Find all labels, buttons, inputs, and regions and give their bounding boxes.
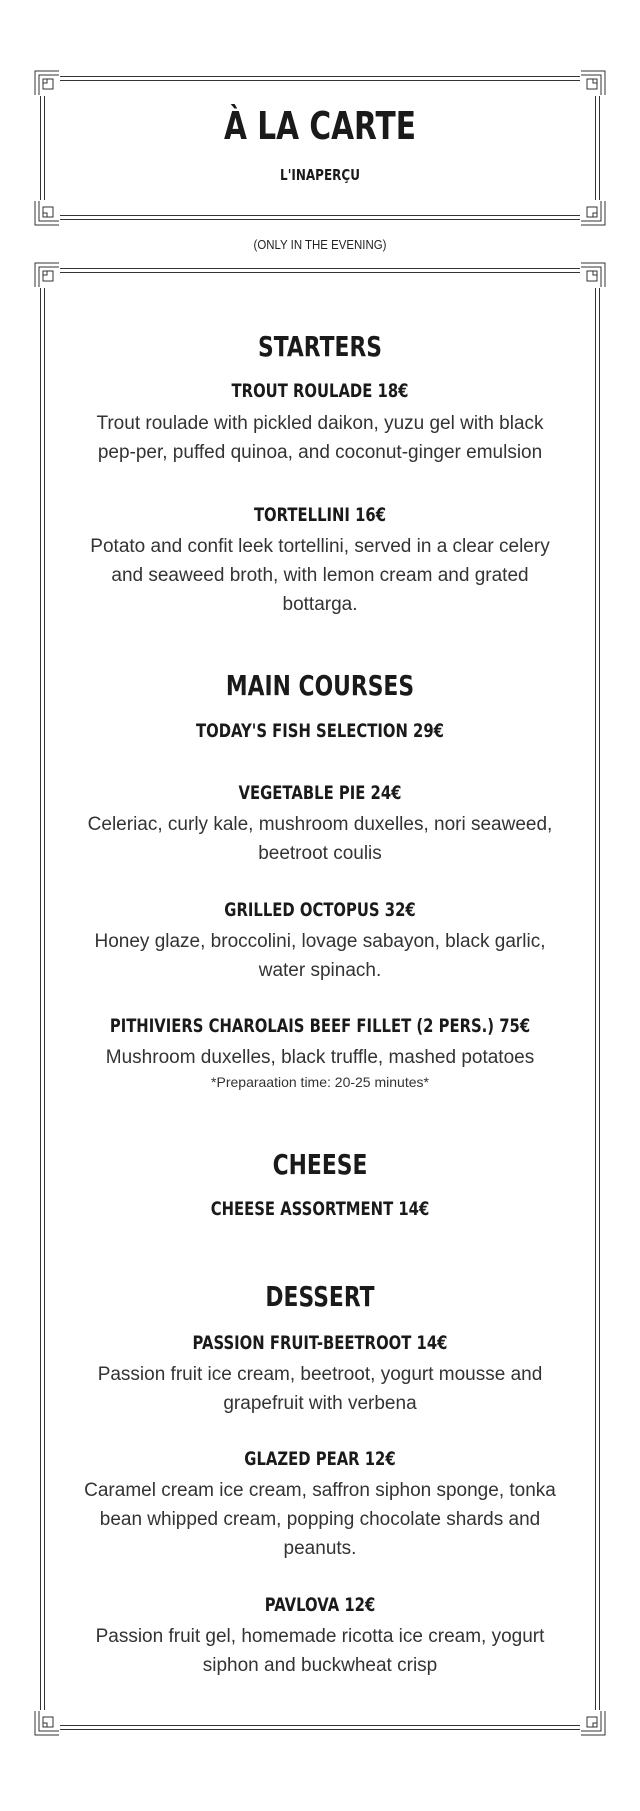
header-frame-inner-border — [44, 80, 596, 216]
dish-description: Honey glaze, broccolini, lovage sabayon, black garlic, water spinach. — [94, 931, 546, 981]
dish-name: CHEESE ASSORTMENT 14€ — [210, 1198, 430, 1220]
section-heading-starters: STARTERS — [257, 330, 383, 363]
ornament-corner-icon — [34, 70, 60, 96]
ornament-corner-icon — [34, 1710, 60, 1736]
ornament-corner-icon — [34, 262, 60, 288]
dish-name: PAVLOVA 12€ — [264, 1594, 376, 1616]
dish-description: Potato and confit leek tortellini, served in a clear celery and seaweed broth, with lemon cream and grated bottarga. — [90, 536, 550, 615]
dish-description: Mushroom duxelles, black truffle, mashed potatoes — [105, 1047, 535, 1068]
dish-name: TORTELLINI 16€ — [253, 504, 387, 526]
dish-description: Celeriac, curly kale, mushroom duxelles, nori seaweed, beetroot coulis — [87, 814, 553, 864]
dish-name: VEGETABLE PIE 24€ — [238, 782, 402, 804]
dish-name: GLAZED PEAR 12€ — [244, 1448, 396, 1470]
menu-frame — [40, 268, 600, 1730]
ornament-corner-icon — [580, 200, 606, 226]
ornament-corner-icon — [580, 262, 606, 288]
dish-name: PITHIVIERS CHAROLAIS BEEF FILLET (2 PERS.) 75€ — [109, 1015, 531, 1037]
section-heading-main-courses: MAIN COURSES — [225, 669, 415, 702]
preparation-time-note: *Preparaation time: 20-25 minutes* — [211, 1074, 429, 1090]
section-heading-cheese: CHEESE — [272, 1148, 368, 1181]
dish-name: TODAY'S FISH SELECTION 29€ — [195, 720, 444, 742]
dish-description: Caramel cream ice cream, saffron siphon sponge, tonka bean whipped cream, popping chocolate shards and peanuts. — [84, 1480, 556, 1559]
ornament-corner-icon — [580, 1710, 606, 1736]
dish-name: PASSION FRUIT-BEETROOT 14€ — [192, 1332, 448, 1354]
ornament-corner-icon — [34, 200, 60, 226]
section-heading-dessert: DESSERT — [265, 1280, 375, 1313]
menu-title: À LA CARTE — [223, 104, 417, 148]
availability-note: (ONLY IN THE EVENING) — [253, 237, 387, 252]
header-frame — [40, 76, 600, 220]
restaurant-name: L'INAPERÇU — [280, 166, 360, 184]
dish-description: Passion fruit ice cream, beetroot, yogurt mousse and grapefruit with verbena — [97, 1364, 543, 1414]
dish-description: Passion fruit gel, homemade ricotta ice cream, yogurt siphon and buckwheat crisp — [95, 1626, 545, 1676]
dish-name: GRILLED OCTOPUS 32€ — [224, 899, 416, 921]
dish-description: Trout roulade with pickled daikon, yuzu gel with black pep-per, puffed quinoa, and coconut-ginger emulsion — [96, 413, 544, 463]
dish-name: TROUT ROULADE 18€ — [231, 380, 409, 402]
ornament-corner-icon — [580, 70, 606, 96]
